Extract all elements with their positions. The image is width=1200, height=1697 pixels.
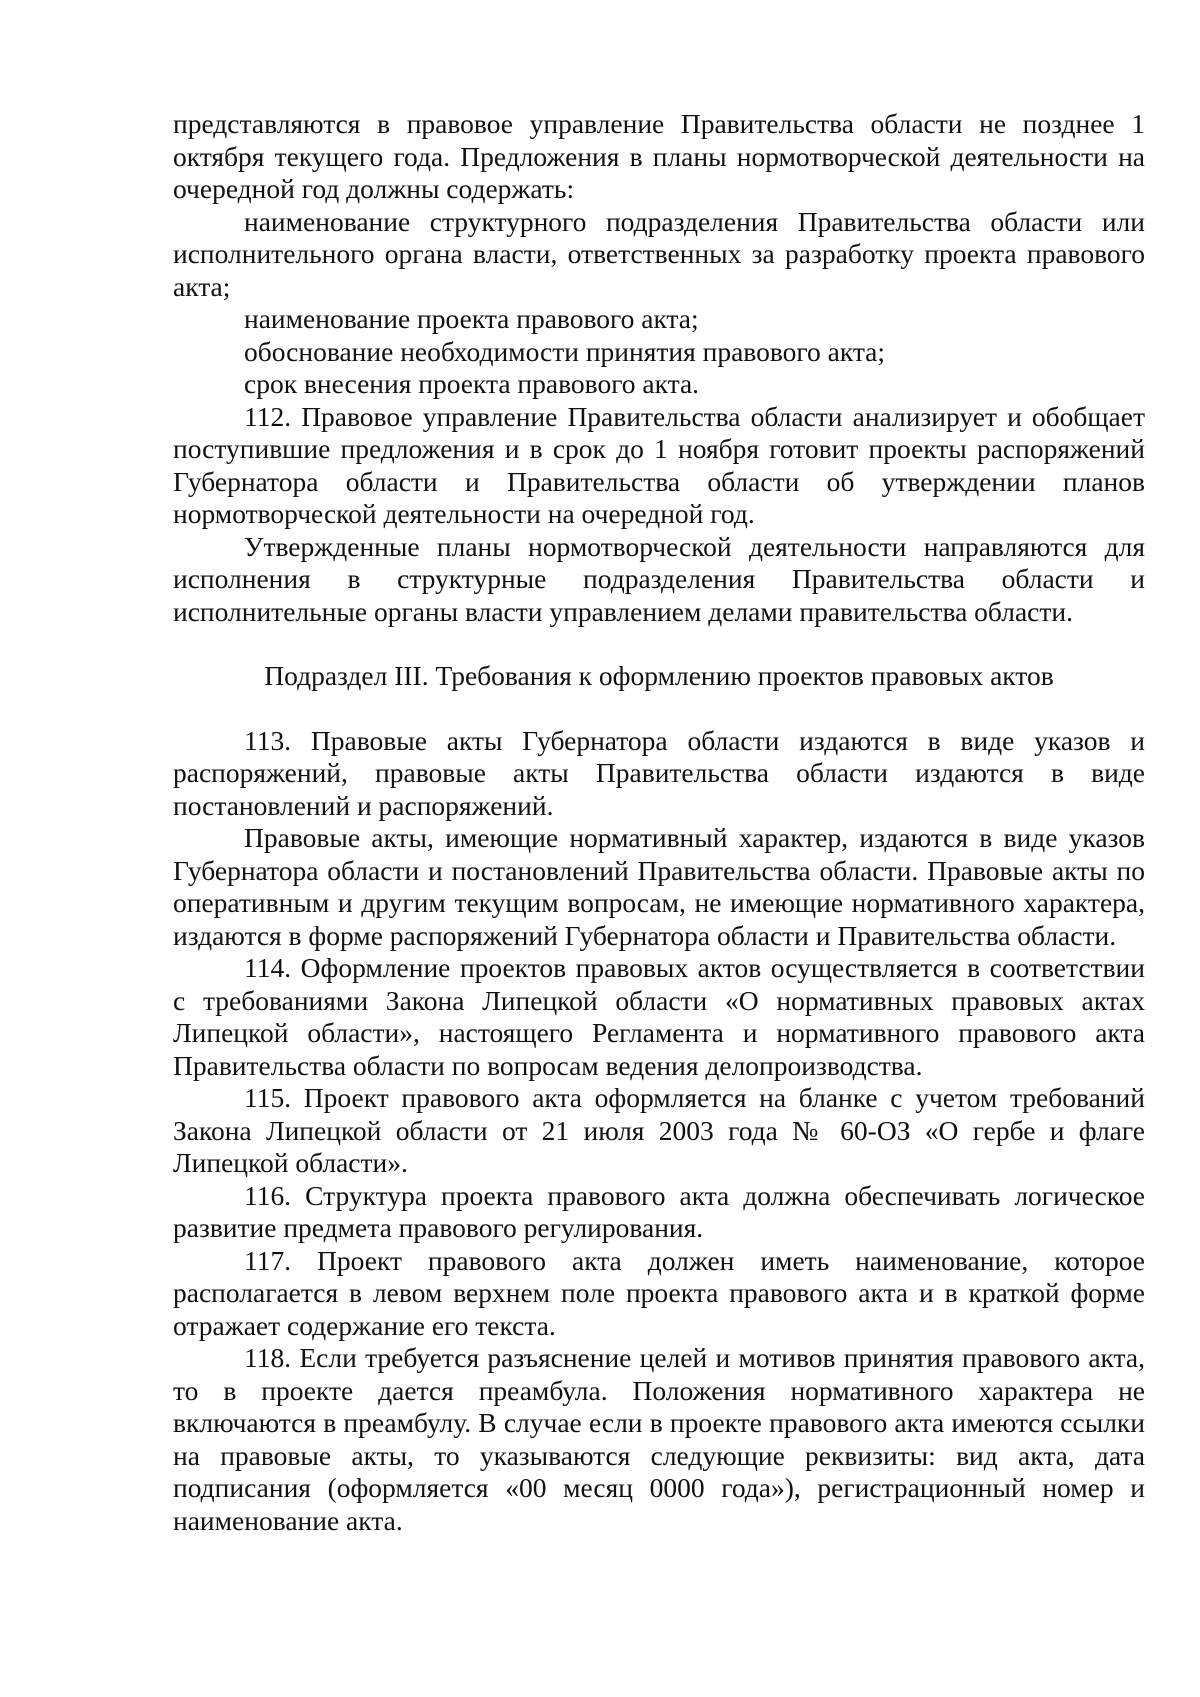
paragraph-clause-117: 117. Проект правового акта должен иметь наименование, которое располагается в левом верхнем поле проекта правового акта и в краткой форме отражает содержание его текста.: [173, 1244, 1145, 1341]
paragraph-clause-116: 116. Структура проекта правового акта должна обеспечивать логическое развитие предмета правового регулирования.: [173, 1179, 1145, 1243]
paragraph-body: Правовые акты, имеющие нормативный характер, издаются в виде указов Губернатора области и постановлений Правительства области. Правовые акты по оперативным и другим текущим вопросам, не имеющие нормативного характера, издаются в форме распоряжений Губернатора области и Правительства области.: [173, 822, 1145, 951]
subsection-title: Подраздел III. Требования к оформлению проектов правовых актов: [264, 660, 1054, 691]
paragraph-list-item: срок внесения проекта правового акта.: [244, 368, 700, 399]
paragraph-clause-115: 115. Проект правового акта оформляется на бланке с учетом требований Закона Липецкой области от 21 июля 2003 года № 60-ОЗ «О гербе и флаге Липецкой области».: [173, 1082, 1145, 1178]
paragraph-clause-113: 113. Правовые акты Губернатора области издаются в виде указов и распоряжений, правовые акты Правительства области издаются в виде постановлений и распоряжений.: [173, 724, 1145, 821]
paragraph-continuation: представляются в правовое управление Правительства области не позднее 1 октября текущего года. Предложения в планы нормотворческой деятельности на очередной год должны содержать:: [173, 108, 1145, 204]
paragraph-list-item: обоснование необходимости принятия правового акта;: [244, 335, 886, 367]
paragraph-list-item: наименование структурного подразделения Правительства области или исполнительного органа власти, ответственных за разработку проекта правового акта;: [173, 205, 1145, 302]
paragraph-clause-114: 114. Оформление проектов правовых актов осуществляется в соответствии с требованиями Закона Липецкой области «О нормативных правовых актах Липецкой области», настоящего Регламента и нормативного правового акта Правительства области по вопросам ведения делопроизводства.: [173, 952, 1145, 1081]
paragraph-body: Утвержденные планы нормотворческой деятельности направляются для исполнения в структурные подразделения Правительства области и исполнительные органы власти управлением делами правительства области.: [173, 530, 1145, 627]
paragraph-clause-112: 112. Правовое управление Правительства области анализирует и обобщает поступившие предложения и в срок до 1 ноября готовит проекты распоряжений Губернатора области и Правительства области об утверждении планов нормотворческой деятельности на очередной год.: [173, 400, 1145, 529]
paragraph-list-item: наименование проекта правового акта;: [244, 303, 699, 334]
paragraph-clause-118: 118. Если требуется разъяснение целей и мотивов принятия правового акта, то в проекте дается преамбула. Положения нормативного характера не включаются в преамбулу. В случае если в проекте правового акта имеются ссылки на правовые акты, то указываются следующие реквизиты: вид акта, дата подписания (оформляется «00 месяц 0000 года»), регистрационный номер и наименование акта.: [173, 1342, 1145, 1536]
document-page: [173, 108, 1145, 1537]
